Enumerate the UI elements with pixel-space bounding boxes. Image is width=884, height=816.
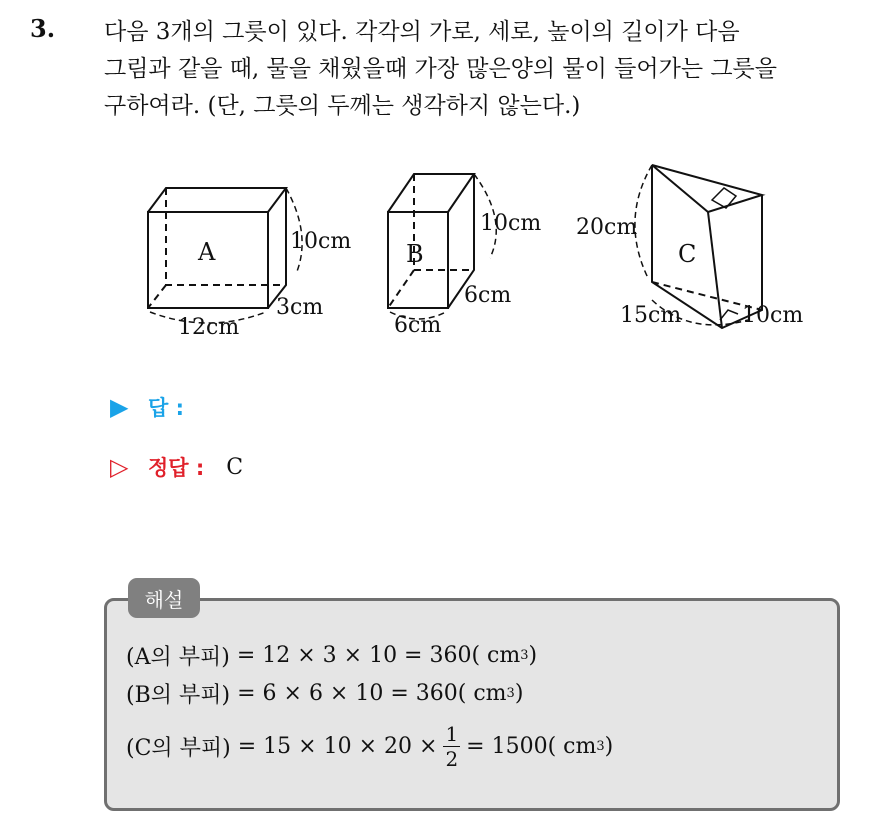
solution-line-c-lhs: (C의 부피) [126,736,231,761]
question-line-3: 구하여라. (단, 그릇의 두께는 생각하지 않는다.) [104,93,581,119]
box-a-depth-label: 3cm [276,295,324,320]
unit-close: ) [604,734,614,759]
question-number: 3. [30,14,56,43]
filled-triangle-icon: ▶ [110,393,129,421]
question-line-2: 그림과 같을 때, 물을 채웠을때 가장 많은양의 물이 들어가는 그릇을 [104,56,777,82]
prism-c-leg1-label: 15cm [620,303,682,328]
solution-line-c-rhs-b: = 1500( cm [466,734,597,759]
box-b-label: B [406,240,424,268]
unit-close: ) [528,643,538,668]
prism-c-leg2-label: 10cm [742,303,804,328]
solution-line-b [126,678,523,709]
box-a-width-label: 12cm [178,315,240,340]
outline-triangle-icon: ▷ [110,453,129,481]
correct-answer-row [110,452,243,482]
solution-line-a-rhs: = 12 × 3 × 10 = 360( cm [236,643,521,668]
question-line-1: 다음 3개의 그릇이 있다. 각각의 가로, 세로, 높이의 길이가 다음 [104,19,740,45]
solution-line-c [126,722,613,771]
correct-answer-label: 정답 : [148,456,205,480]
fraction-denominator: 2 [445,747,459,771]
unit-exponent: 3 [596,739,605,754]
unit-exponent: 3 [506,686,515,701]
unit-exponent: 3 [520,648,529,663]
box-a-height-label: 10cm [290,229,352,254]
question-text [104,14,864,125]
unit-close: ) [514,681,524,706]
solution-line-a-lhs: (A의 부피) [126,645,230,670]
prism-c-height-label: 20cm [576,215,638,240]
box-b-depth-label: 6cm [464,283,512,308]
half-fraction [443,722,460,771]
fraction-numerator: 1 [445,722,459,746]
box-b-width-label: 6cm [394,313,442,338]
box-a-label: A [198,238,216,266]
solution-line-a [126,640,537,671]
box-b-height-label: 10cm [480,211,542,236]
correct-answer-value: C [226,454,244,480]
solution-line-c-rhs-a: = 15 × 10 × 20 × [237,734,438,759]
prism-c-label: C [678,240,697,268]
solution-line-b-rhs: = 6 × 6 × 10 = 360( cm [237,681,507,706]
solution-line-b-lhs: (B의 부피) [126,683,231,708]
answer-label: 답 : [148,396,184,420]
containers-figure [0,150,884,350]
answer-row [110,392,206,422]
solution-tag: 해설 [128,578,200,618]
